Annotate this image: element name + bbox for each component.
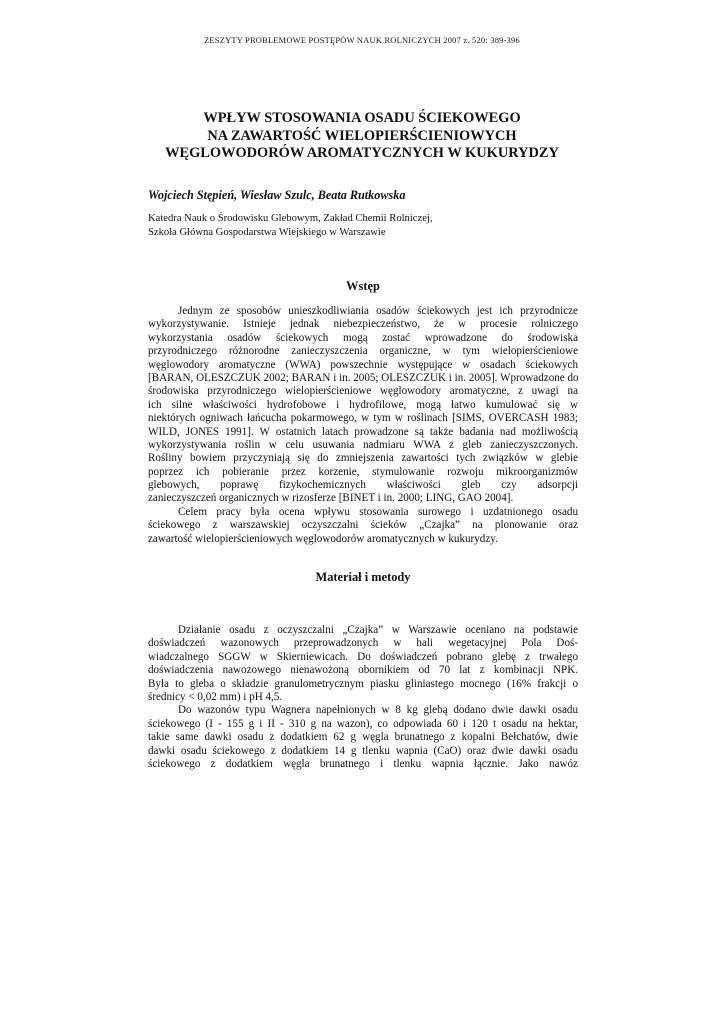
paragraph	[148, 624, 578, 704]
text-line: takie same dawki osadu z dodatkiem 62 g węgla brunatnego z kopalni Bełchatów, dwie	[148, 731, 578, 744]
text-line: średnicy < 0,02 mm) i pH 4,5.	[148, 690, 283, 703]
text-line: dawki osadu ściekowego z dodatkiem 14 g tlenku wapnia (CaO) oraz dwie dawki osadu	[148, 744, 578, 757]
text-line: doświadczeń wazonowych przeprowadzonych w hali wegetacyjnej Pola Doś-	[148, 637, 578, 650]
text-line: Była to gleba o składzie granulometrycznym piasku gliniastego mocnego (16% frakcji o	[148, 677, 578, 690]
text-line: Działanie osadu z oczyszczalni „Czajka” w Warszawie oceniano na podstawie	[178, 624, 578, 636]
authors: Wojciech Stępień, Wiesław Szulc, Beata Rutkowska	[148, 188, 406, 202]
text-line: WILD, JONES 1991]. W ostatnich latach prowadzone są także badania nad możliwością	[148, 425, 578, 438]
text-line: ściekowego z dodatkiem węgla brunatnego i tlenku wapnia łącznie. Jako nawóz	[148, 757, 578, 770]
text-line: doświadczenia nawozowego nienawożoną obornikiem od 70 lat z kombinacji NPK.	[148, 664, 578, 677]
section-body-material-i-metody	[148, 624, 578, 771]
text-line: ściekowego (I - 155 g i II - 310 g na wazon), co odpowiada 60 i 120 t osadu na hektar,	[148, 717, 578, 730]
title-line: WĘGLOWODORÓW AROMATYCZNYCH W KUKURYDZY	[165, 145, 559, 161]
text-line: ich silne właściwości hydrofobowe i hydrofilowe, mogą łatwo kumulować się w	[148, 398, 578, 411]
paragraph	[148, 506, 578, 546]
text-line: środowiska przyrodniczego wielopierścieniowe węglowodory aromatyczne, z uwagi na	[148, 385, 578, 398]
text-line: przyrodniczego różnorodne zanieczyszczenia organiczne, w tym wielopierścieniowe	[148, 345, 578, 358]
text-line: zawartość wielopierścieniowych węglowodorów aromatycznych w kukurydzy.	[148, 532, 498, 545]
affiliation	[148, 212, 433, 240]
text-line: [BARAN, OLESZCZUK 2002; BARAN i in. 2005; OLESZCZUK i in. 2005]. Wprowadzone do	[148, 371, 579, 384]
text-line: Rośliny bowiem przyczyniają się do zmniejszenia zawartości tych związków w glebie	[148, 452, 578, 465]
section-heading-material-i-metody: Materiał i metody	[315, 570, 411, 584]
text-line: wykorzystywanie. Istnieje jednak niebezpieczeństwo, że w procesie rolniczego	[148, 318, 578, 331]
affiliation-line: Szkoła Główna Gospodarstwa Wiejskiego w Warszawie	[148, 227, 386, 238]
text-line: Do wazonów typu Wagnera napełnionych w 8 kg glebą dodano dwie dawki osadu	[178, 704, 578, 717]
journal-header: ZESZYTY PROBLEMOWE POSTĘPÓW NAUK ROLNICZYCH 2007 z. 520: 389-396	[204, 36, 520, 45]
text-line: wiadczalnego SGGW w Skierniewicach. Do doświadczeń pobrano glebę z trwałego	[148, 650, 578, 663]
section-body-wstep	[148, 305, 578, 546]
text-line: niektórych ogniwach łańcucha pokarmowego, w tym w roślinach [SIMS, OVERCASH 1983;	[148, 412, 578, 425]
text-line: Celem pracy była ocena wpływu stosowania surowego i uzdatnionego osadu	[178, 505, 578, 518]
section-heading-wstep: Wstęp	[346, 279, 380, 293]
paragraph	[148, 305, 578, 506]
text-line: glebowych, poprawę fizykochemicznych właściwości gleb czy adsorpcji	[148, 479, 578, 492]
paragraph	[148, 704, 578, 771]
title-line: WPŁYW STOSOWANIA OSADU ŚCIEKOWEGO	[203, 110, 521, 126]
affiliation-line: Katedra Nauk o Środowisku Glebowym, Zakład Chemii Rolniczej,	[148, 213, 433, 224]
text-line: wykorzystywania roślin w celu usuwania nadmiaru WWA z gleb zanieczyszczonych.	[148, 438, 578, 451]
text-line: węglowodory aromatyczne (WWA) powszechnie występujące w osadach ściekowych	[148, 358, 578, 371]
paper-title	[120, 110, 604, 163]
text-line: ściekowego z warszawskiej oczyszczalni ścieków „Czajka” na plonowanie oraz	[148, 519, 578, 532]
title-line: NA ZAWARTOŚĆ WIELOPIERŚCIENIOWYCH	[207, 127, 517, 144]
text-line: Jednym ze sposobów unieszkodliwiania osadów ściekowych jest ich przyrodnicze	[178, 305, 578, 317]
text-line: poprzez ich pobieranie przez korzenie, stymulowanie rozwoju mikroorganizmów	[148, 465, 578, 478]
text-line: wykorzystania osadów ściekowych mogą zostać wprowadzone do środowiska	[148, 331, 578, 344]
text-line: zanieczyszczeń organicznych w rizosferze [BINET i in. 2000; LING, GAO 2004].	[148, 492, 514, 505]
